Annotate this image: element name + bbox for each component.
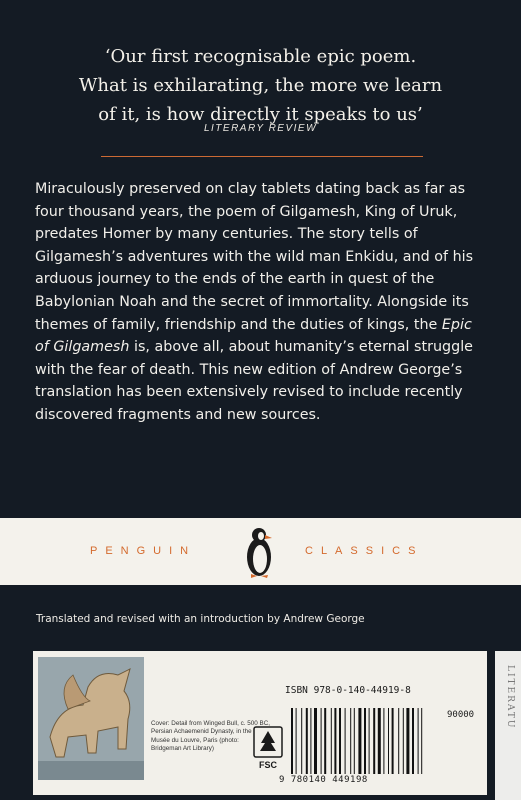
quote-line-3: of it, is how directly it speaks to us’	[98, 104, 423, 125]
winged-bull-image-icon	[38, 657, 144, 780]
fsc-logo-icon	[253, 726, 283, 771]
description-title-italic: Epic of Gilgamesh	[35, 316, 472, 356]
spine-label: LITERATU	[505, 665, 515, 730]
publisher-name-left: PENGUIN	[90, 545, 197, 557]
book-description	[35, 178, 490, 427]
quote-line-1: ‘Our first recognisable epic poem.	[104, 46, 417, 67]
divider-line	[101, 156, 423, 157]
penguin-logo-icon	[241, 524, 277, 580]
price-code: 90000	[447, 710, 475, 720]
cover-image-caption: Cover: Detail from Winged Bull, c. 500 BC, Persian Achaemenid Dynasty, in the Musée du Louvre, Paris (photo: Bridgeman Art Library)	[151, 720, 270, 753]
quote-source: LITERARY REVIEW	[203, 123, 318, 134]
publisher-series-right: CLASSICS	[305, 545, 424, 557]
description-text-1: Miraculously preserved on clay tablets dating back as far as four thousand years, the poem of Gilgamesh, King of Uruk, predates Homer by many centuries. The story tells of Gilgamesh’s adventures with the wild man Enkidu, and of his arduous journey to the ends of the earth in quest of the Babylonian Noah and the secret of immortality. Alongside its themes of family, friendship and the duties of kings, the	[35, 181, 474, 333]
isbn: ISBN 978-0-140-44919-8	[285, 685, 411, 696]
barcode-icon	[289, 708, 441, 776]
barcode-number: 9 780140 449198	[279, 775, 368, 785]
translator-credit: Translated and revised with an introduction by Andrew George	[36, 613, 365, 625]
description-text-2: is, above all, about humanity’s eternal struggle with the fear of death. This new edition of Andrew George’s translation has been extensively revised to include recently discovered fragments and new sources.	[35, 339, 473, 423]
fsc-label: FSC	[259, 760, 277, 770]
review-quote	[0, 42, 521, 129]
quote-line-2: What is exhilarating, the more we learn	[78, 75, 443, 96]
